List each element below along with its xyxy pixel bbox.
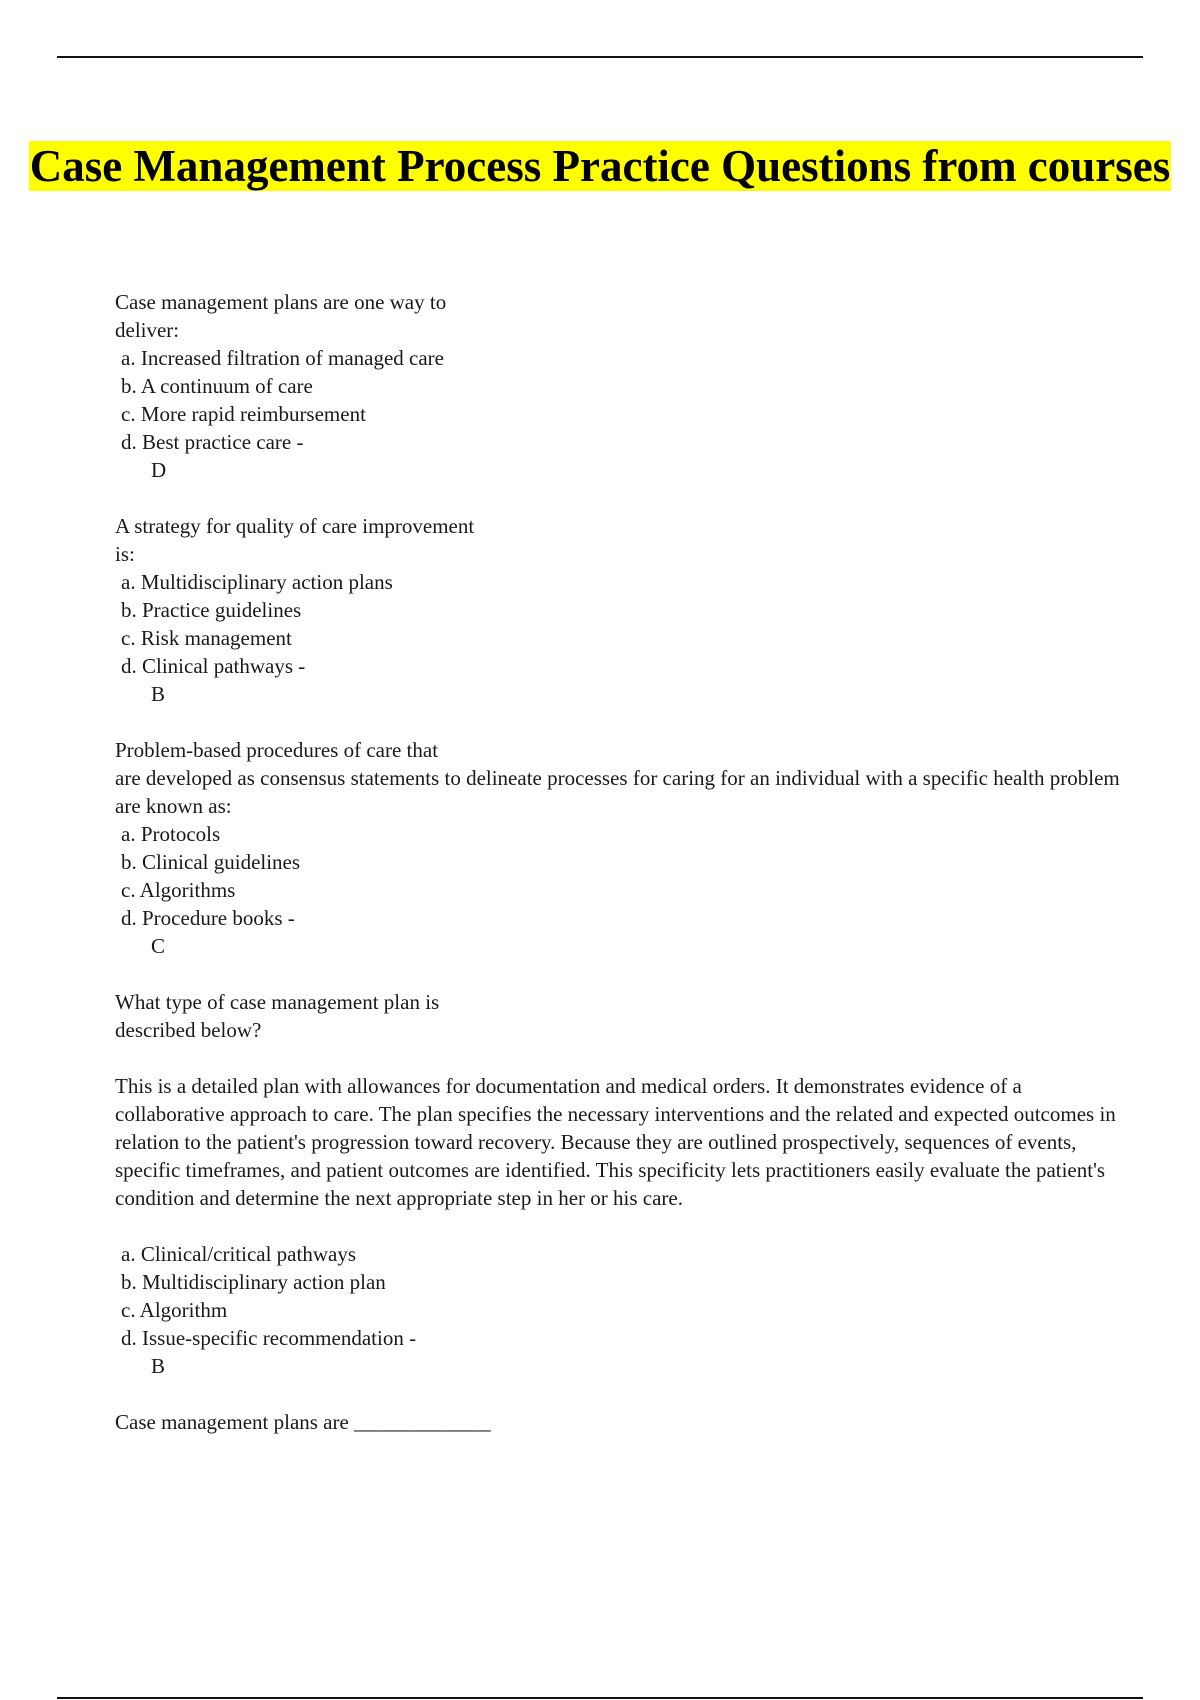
- question-stem: Problem-based procedures of care that are developed as consensus statements to delineate processes for caring for an individual with a specific health problem are known as:: [115, 738, 1120, 818]
- question-4: [115, 988, 1125, 1380]
- question-5: [115, 1408, 1125, 1436]
- option-c: c. Algorithm: [121, 1298, 228, 1322]
- option-a: a. Protocols: [121, 822, 221, 846]
- option-b: b. Practice guidelines: [121, 598, 302, 622]
- option-list: [115, 344, 1125, 456]
- option-b: b. Multidisciplinary action plan: [121, 1270, 386, 1294]
- questions-body: [115, 288, 1125, 1436]
- option-c: c. More rapid reimbursement: [121, 402, 366, 426]
- option-c: c. Algorithms: [121, 878, 236, 902]
- option-list: [115, 1240, 1125, 1352]
- option-a: a. Increased filtration of managed care: [121, 346, 444, 370]
- top-rule: [57, 56, 1143, 58]
- question-stem: What type of case management plan is described below?: [115, 990, 440, 1042]
- bottom-rule: [57, 1697, 1143, 1699]
- option-c: c. Risk management: [121, 626, 292, 650]
- option-d: d. Clinical pathways -: [121, 654, 306, 678]
- option-a: a. Multidisciplinary action plans: [121, 570, 393, 594]
- document-title: Case Management Process Practice Questions from courses: [29, 141, 1171, 191]
- answer-key: D: [151, 458, 167, 482]
- option-b: b. Clinical guidelines: [121, 850, 301, 874]
- question-passage: This is a detailed plan with allowances for documentation and medical orders. It demonstrates evidence of a collaborative approach to care. The plan specifies the necessary interventions and the related and expected outcomes in relation to the patient's progression toward recovery. Because they are outlined prospectively, sequences of events, specific timeframes, and patient outcomes are identified. This specificity lets practitioners easily evaluate the patient's condition and determine the next appropriate step in her or his care.: [115, 1074, 1116, 1210]
- question-1: [115, 288, 1125, 484]
- answer-key: B: [151, 682, 166, 706]
- answer-key: C: [151, 934, 166, 958]
- option-list: [115, 568, 1125, 680]
- question-3: [115, 736, 1125, 960]
- title-block: [0, 138, 1200, 194]
- option-a: a. Clinical/critical pathways: [121, 1242, 356, 1266]
- question-stem: Case management plans are one way to deliver:: [115, 290, 447, 342]
- option-d: d. Procedure books -: [121, 906, 295, 930]
- answer-key: B: [151, 1354, 166, 1378]
- option-d: d. Issue-specific recommendation -: [121, 1326, 417, 1350]
- question-stem: Case management plans are _____________: [115, 1410, 491, 1434]
- option-list: [115, 820, 1125, 932]
- option-b: b. A continuum of care: [121, 374, 313, 398]
- question-stem: A strategy for quality of care improvement is:: [115, 514, 475, 566]
- option-d: d. Best practice care -: [121, 430, 304, 454]
- question-2: [115, 512, 1125, 708]
